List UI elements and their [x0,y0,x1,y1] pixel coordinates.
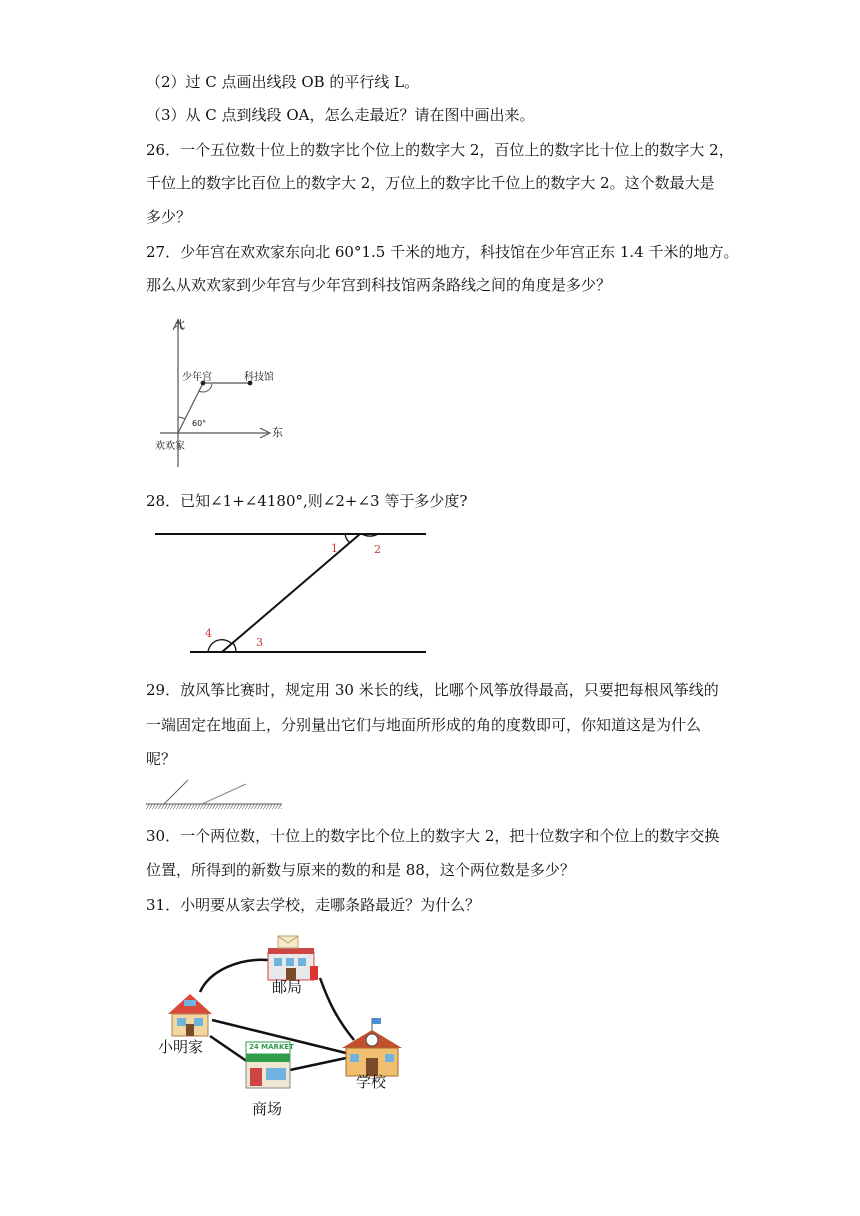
question-26-line3: 多少？ [146,208,192,226]
market-sign: 24 MARKET [249,1043,294,1051]
sub-question-2: （2）过 C 点画出线段 OB 的平行线 L。 [146,73,420,91]
question-30-line1: 30．一个两位数，十位上的数字比个位上的数字大 2，把十位数字和个位上的数字交换 [146,827,720,845]
angle-60-label: 60° [192,419,207,428]
question-26-line2: 千位上的数字比百位上的数字大 2，万位上的数字比千位上的数字大 2。这个数最大是 [146,174,715,192]
question-26-line1: 26．一个五位数十位上的数字比个位上的数字大 2，百位上的数字比十位上的数字大 2， [146,141,734,159]
question-28: 28．已知∠1+∠4180°,则∠2+∠3 等于多少度? [146,492,468,510]
figure-27-direction-diagram [140,312,300,472]
east-label: 东 [272,426,283,439]
school-label: 学校 [356,1073,387,1091]
market-label: 商场 [252,1100,283,1118]
science-museum-label: 科技馆 [244,372,274,383]
school-icon [342,1018,402,1076]
question-29-line2: 一端固定在地面上，分别量出它们与地面所形成的角的度数即可，你知道这是为什么 [146,716,702,734]
question-29-line3: 呢？ [146,750,177,768]
figure-31-route-map [150,930,420,1125]
figure-28-parallel-lines [150,522,430,662]
angle-3-label: 3 [256,636,263,649]
angle-4-label: 4 [205,627,212,640]
post-office-icon [268,936,318,980]
post-office-label: 邮局 [272,978,303,996]
home-label: 小明家 [158,1038,204,1056]
question-30-line2: 位置，所得到的新数与原来的数的和是 88，这个两位数是多少？ [146,861,575,879]
question-31: 31．小明要从家去学校，走哪条路最近？为什么？ [146,896,481,914]
figure-29-kite-strings [144,778,284,812]
question-27-line1: 27．少年宫在欢欢家东向北 60°1.5 千米的地方，科技馆在少年宫正东 1.4 千米的地方。 [146,243,739,261]
angle-1-label: 1 [331,542,338,555]
angle-2-label: 2 [374,543,381,556]
question-29-line1: 29．放风筝比赛时，规定用 30 米长的线，比哪个风筝放得最高，只要把每根风筝线的 [146,681,719,699]
youth-palace-label: 少年宫 [182,372,212,383]
question-27-line2: 那么从欢欢家到少年宫与少年宫到科技馆两条路线之间的角度是多少？ [146,276,612,294]
sub-question-3: （3）从 C 点到线段 OA，怎么走最近？请在图中画出来。 [146,106,535,124]
home-icon [168,994,212,1036]
north-label: 北 [174,318,185,331]
home-label: 欢欢家 [155,441,185,452]
